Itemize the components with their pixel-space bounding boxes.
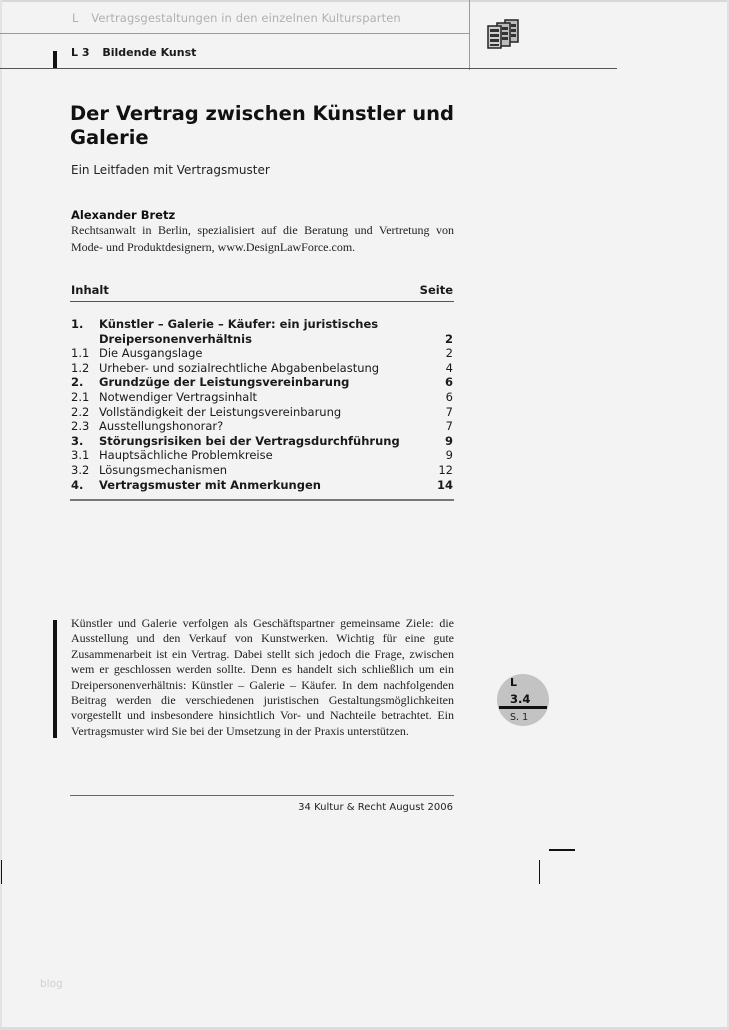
toc-entry-page: 9: [444, 433, 453, 448]
toc-entry-title: Künstler – Galerie – Käufer: ein juristisches Dreipersonenverhältnis: [99, 317, 379, 346]
toc-header: [71, 283, 453, 297]
author-bio: Rechtsanwalt in Berlin, spezialisiert auf die Beratung und Vertretung von Mode- und Produktdesignern, www.DesignLawForce.com.: [71, 223, 454, 254]
toc-entry-number: 1.2: [71, 360, 90, 375]
toc-entry: [71, 346, 453, 361]
toc-entry-page: 2: [444, 331, 453, 346]
watermark: blog: [40, 978, 63, 990]
badge-number: 3.4: [510, 692, 531, 706]
toc-entry-title: Grundzüge der Leistungsvereinbarung: [99, 375, 350, 390]
subsection-rule: [0, 68, 617, 69]
toc-entry-page: 6: [445, 389, 453, 404]
section-marker-bar: [53, 51, 57, 69]
toc-entry-title: Die Ausgangslage: [99, 346, 203, 361]
section-letter: L: [72, 11, 79, 25]
abstract-marker-bar: [53, 620, 57, 738]
article-subtitle: Ein Leitfaden mit Vertragsmuster: [71, 163, 270, 177]
badge-page: S. 1: [510, 712, 529, 723]
toc-top-rule: [70, 301, 454, 302]
documents-stack-icon: [486, 19, 520, 49]
toc-entry-page: 12: [438, 462, 453, 477]
crop-mark-horizontal: [549, 849, 575, 851]
toc-entry-title: Notwendiger Vertragsinhalt: [99, 389, 258, 404]
toc-entry: [71, 478, 453, 493]
toc-entry-page: 2: [445, 346, 453, 361]
badge-letter: L: [510, 676, 518, 689]
toc-entry: [71, 375, 453, 390]
header-vertical-divider: [469, 0, 470, 70]
toc-entry-number: 3.1: [71, 448, 90, 463]
toc-entry-title: Vollständigkeit der Leistungsvereinbarung: [99, 404, 342, 419]
article-title: Der Vertrag zwischen Künstler und Galerie: [70, 102, 455, 149]
toc-entry-page: 7: [445, 419, 453, 434]
toc-entry-number: 2.: [71, 375, 84, 390]
toc-entry-number: 2.1: [71, 389, 90, 404]
toc-bottom-rule: [70, 499, 454, 501]
page-top-border: [0, 0, 729, 2]
toc-entry-number: 2.3: [71, 419, 90, 434]
toc-entry-number: 3.2: [71, 462, 90, 477]
running-header: [72, 11, 401, 25]
badge-divider: [499, 706, 547, 709]
toc-entry-number: 1.1: [71, 346, 90, 361]
toc-entry: [71, 390, 453, 405]
toc-entry-page: 7: [445, 404, 453, 419]
toc-entry-page: 9: [445, 448, 453, 463]
toc-entry: [71, 434, 453, 449]
toc-entry: [71, 463, 453, 478]
toc-heading-page: Seite: [419, 283, 453, 297]
toc-entry: [71, 448, 453, 463]
toc-entry: [71, 419, 453, 434]
toc-entry-title: Urheber- und sozialrechtliche Abgabenbelastung: [99, 360, 380, 375]
toc-entry-title: Störungsrisiken bei der Vertragsdurchführung: [99, 433, 400, 448]
toc-entry-title: Vertragsmuster mit Anmerkungen: [99, 477, 321, 492]
section-title: Vertragsgestaltungen in den einzelnen Kultursparten: [91, 11, 401, 25]
toc-entry: [71, 361, 453, 376]
toc-entry-number: 4.: [71, 477, 84, 492]
footer-text: 34 Kultur & Recht August 2006: [298, 802, 453, 813]
toc-entry-number: 2.2: [71, 404, 90, 419]
toc-entry-page: 4: [445, 360, 453, 375]
toc-entry: [71, 405, 453, 420]
author-name: Alexander Bretz: [71, 208, 176, 222]
toc-entry: [71, 317, 453, 346]
toc-entry-page: 6: [444, 375, 453, 390]
crop-mark-left: [1, 860, 2, 884]
toc-entry-title: Hauptsächliche Problemkreise: [99, 448, 273, 463]
crop-mark-right: [539, 860, 540, 884]
toc-entry-title: Lösungsmechanismen: [99, 462, 228, 477]
toc-heading-contents: Inhalt: [71, 283, 109, 297]
table-of-contents: [71, 317, 453, 492]
footer-rule: [70, 795, 454, 796]
toc-entry-title: Ausstellungshonorar?: [99, 419, 224, 434]
subsection-header: [71, 46, 196, 59]
toc-entry-number: 1.: [71, 317, 84, 331]
subsection-number: L 3: [71, 46, 90, 59]
subsection-title: Bildende Kunst: [102, 46, 197, 59]
header-divider: [0, 33, 470, 34]
abstract-text: Künstler und Galerie verfolgen als Geschäftspartner gemeinsame Ziele: die Ausstellung und den Verkauf von Kunstwerken. Wichtig für eine gute Zusammenarbeit ist ein Vertrag. Dabei stellt sich jedoch die Frage, zwischen wem er geschlossen werden sollte. Denn es handelt sich schließlich um ein Dreipersonenverhältnis: Künstler – Galerie – Käufer. In dem nachfolgenden Beitrag werden die verschiedenen juristischen Gestaltungsmöglichkeiten vorgestellt und insbesondere hinsichtlich Vor- und Nachteile betrachtet. Ein Vertragsmuster wird Sie bei der Umsetzung in der Praxis unterstützen.: [71, 616, 454, 738]
toc-entry-number: 3.: [71, 433, 84, 448]
toc-entry-page: 14: [436, 477, 453, 492]
